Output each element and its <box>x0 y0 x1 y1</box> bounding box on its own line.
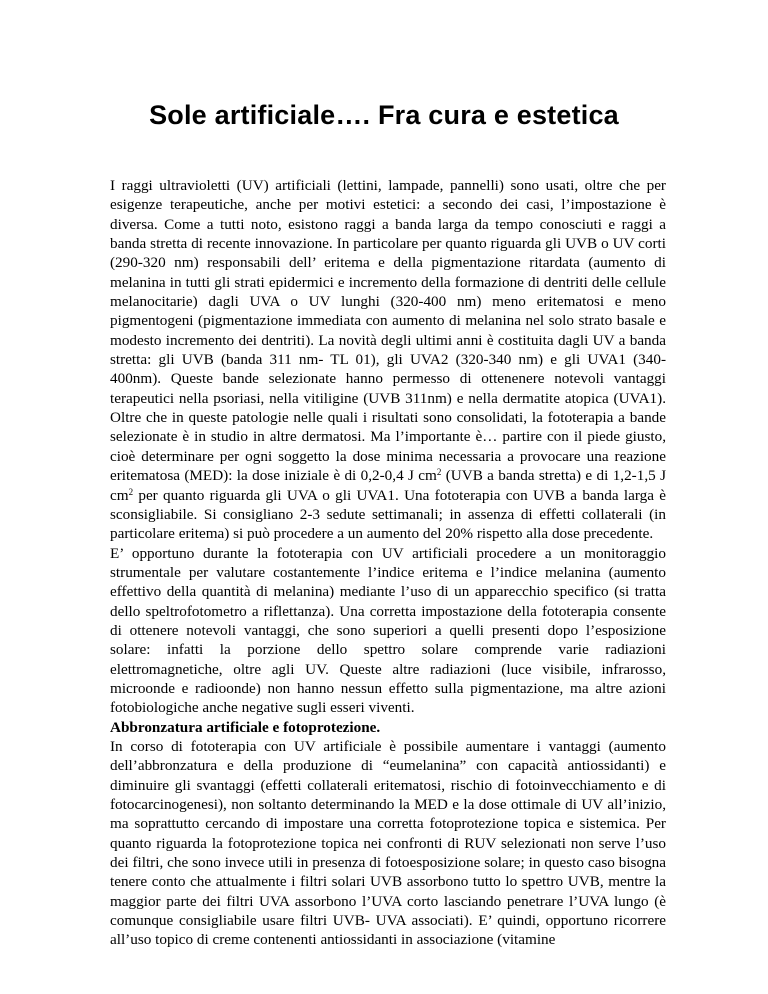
superscript-2: 2 <box>436 467 442 478</box>
paragraph-intro-text-b: (UVB a banda stretta) e di 1,2-1,5 J cm <box>110 467 666 504</box>
document-body <box>110 176 666 950</box>
paragraph-intro <box>110 176 666 544</box>
paragraph-photoprotection: In corso di fototerapia con UV artificiale è possibile aumentare i vantaggi (aumento dell’abbronzatura e della produzione di “eumelanina” con capacità antiossidanti) e diminuire gli svantaggi (effetti collaterali eritematosi, rischio di fotoinvecchiamento e di fotocarcinogenesi), non soltanto determinando la MED e la dose ottimale di UV all’inizio, ma soprattutto cercando di impostare una corretta fotoprotezione topica e sistemica. Per quanto riguarda la fotoprotezione topica nei confronti di RUV selezionati non serve l’uso dei filtri, che sono invece utili in presenza di fotoesposizione solare; in questo caso bisogna tenere conto che attualmente i filtri solari UVB assorbono tutto lo spettro UVB, mentre la maggior parte dei filtri UVA assorbono l’UVA corto lasciando penetrare l’UVA lungo (è comunque consigliabile usare filtri UVB- UVA associati). E’ quindi, opportuno ricorrere all’uso topico di creme contenenti antiossidanti in associazione (vitamine <box>110 737 666 949</box>
paragraph-intro-text-a: I raggi ultravioletti (UV) artificiali (lettini, lampade, pannelli) sono usati, oltre che per esigenze terapeutiche, anche per motivi estetici: a secondo dei casi, l’impostazione è diversa. Come a tutti noto, esistono raggi a banda larga da tempo conosciuti e raggi a banda stretta di recente innovazione. In particolare per quanto riguarda gli UVB o UV corti (290-320 nm) responsabili dell’ eritema e della pigmentazione ritardata (aumento di melanina in tutti gli strati epidermici e incremento della formazione di dentriti delle cellule melanocitarie) dagli UVA o UV lunghi (320-400 nm) meno eritematosi e meno pigmentogeni (pigmentazione immediata con aumento di melanina nel solo strato basale e modesto incremento dei dentriti). La novità degli ultimi anni è costituita dagli UV a banda stretta: gli UVB (banda 311 nm- TL 01), gli UVA2 (320-340 nm) e gli UVA1 (340-400nm). Queste bande selezionate hanno permesso di ottenenere notevoli vantaggi terapeutici nella psoriasi, nella vitiligine (UVB 311nm) e nella dermatite atopica (UVA1). Oltre che in queste patologie nelle quali i risultati sono consolidati, la fototerapia a bande selezionate è in studio in altre dermatosi. Ma l’importante è… partire con il piede giusto, cioè determinare per ogni soggetto la dose minima necessaria a provocare una reazione eritematosa (MED): la dose iniziale è di 0,2-0,4 J cm <box>110 177 666 485</box>
document-title: Sole artificiale…. Fra cura e estetica <box>149 100 619 130</box>
paragraph-intro-text-c: per quanto riguarda gli UVA o gli UVA1. Una fototerapia con UVB a banda larga è sconsigliabile. Si consigliano 2-3 sedute settimanali; in assenza di effetti collaterali (in particolare eritema) si può procedere a un aumento del 20% rispetto alla dose precedente. <box>110 486 666 543</box>
paragraph-monitoring: E’ opportuno durante la fototerapia con UV artificiali procedere a un monitoraggio strumentale per valutare costantemente l’indice eritema e l’indice melanina (aumento effettivo della quantità di melanina) mediante l’uso di un apparecchio specifico (si tratta dello speltrofotometro a riflettanza). Una corretta impostazione della fototerapia consente di ottenere notevoli vantaggi, che sono superiori a quelli presenti dopo l’esposizione solare: infatti la porzione dello spettro solare comprende varie radiazioni elettromagnetiche, oltre agli UV. Queste altre radiazioni (luce visibile, infrarosso, microonde e radioonde) non hanno nessun effetto sulla pigmentazione, ma altre azioni fotobiologiche anche negative sugli esseri viventi. <box>110 544 666 717</box>
superscript-2: 2 <box>128 486 134 497</box>
section-heading: Abbronzatura artificiale e fotoprotezione. <box>110 718 381 736</box>
